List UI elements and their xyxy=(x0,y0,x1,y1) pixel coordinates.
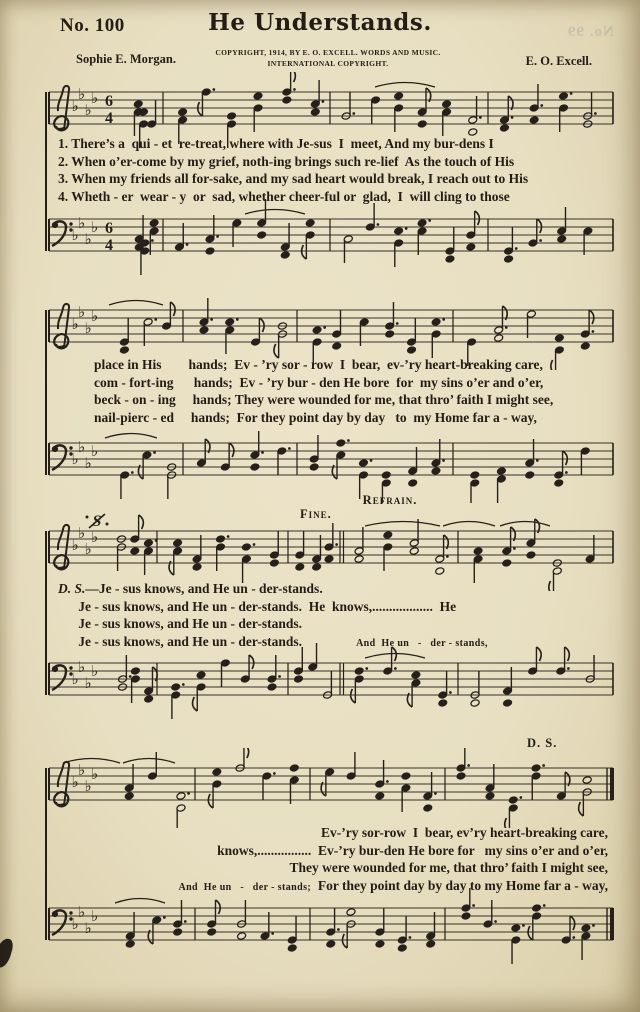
svg-text:♭: ♭ xyxy=(71,915,79,933)
composer-credit: E. O. Excell. xyxy=(525,54,592,68)
slur xyxy=(500,522,550,527)
svg-text:♭: ♭ xyxy=(71,450,79,468)
bleed-through-text: No. 99 xyxy=(567,24,614,40)
svg-text:♭: ♭ xyxy=(90,442,99,460)
key-signature xyxy=(71,303,98,337)
fine-label: Fine. xyxy=(300,507,332,521)
lyric-text: 3. When my friends all for-sake, and my sad heart would break, I reach out to His xyxy=(58,171,529,186)
svg-text:♭: ♭ xyxy=(90,907,99,925)
bass-clef-icon xyxy=(52,665,73,690)
lyric-text: Je - sus knows, and He un - der-stands. xyxy=(58,633,303,649)
music-staff-2-bass xyxy=(45,423,620,503)
key-signature xyxy=(71,85,98,119)
lyric-text: 1. There’s a qui - et re-treat, where with Je-sus I meet, And my bur-dens I xyxy=(58,136,494,151)
slur xyxy=(245,210,305,215)
svg-text:♭: ♭ xyxy=(77,524,86,542)
svg-text:♭: ♭ xyxy=(71,670,79,688)
svg-text:♭: ♭ xyxy=(77,438,86,456)
lyric-text: beck - on - ing hands; They were wounded for me, that thro’ faith I might see, xyxy=(94,392,554,407)
svg-text:♭: ♭ xyxy=(84,454,92,472)
svg-text:♭: ♭ xyxy=(90,662,99,680)
bass-clef-icon xyxy=(52,445,73,470)
time-signature xyxy=(105,93,113,127)
dal-segno-label: D. S. xyxy=(527,736,558,750)
svg-text:♭: ♭ xyxy=(84,230,92,248)
lyric-line xyxy=(94,409,553,427)
ds-lyric-prefix: D. S.— xyxy=(58,581,99,596)
slur xyxy=(63,759,120,764)
lyric-text: com - fort-ing hands; Ev - ’ry bur - den He bore for my sins o’er and o’er, xyxy=(94,374,544,390)
svg-text:♭: ♭ xyxy=(90,89,99,107)
hymn-title: He Understands. xyxy=(208,9,432,36)
svg-text:♭: ♭ xyxy=(77,303,86,321)
svg-text:♭: ♭ xyxy=(84,319,92,337)
refrain-lyrics-block-first xyxy=(58,580,488,652)
ink-speck xyxy=(0,937,15,970)
svg-text:4: 4 xyxy=(105,110,113,127)
lyric-line xyxy=(58,633,488,653)
lyric-line xyxy=(58,170,528,188)
lyric-text: Je - sus knows, and He un - der-stands. xyxy=(98,581,323,596)
music-staff-1-bass xyxy=(45,199,620,279)
lyric-line xyxy=(178,859,608,877)
note-group xyxy=(125,888,595,964)
lyric-text: Je - sus knows, and He un - der-stands. He knows,.................. He xyxy=(58,598,457,614)
music-staff-5-treble xyxy=(45,748,620,828)
time-signature xyxy=(105,220,113,254)
hymn-number: No. 100 xyxy=(60,15,125,36)
lyric-text: For they point day by day to my Home far a - way, xyxy=(311,877,608,893)
svg-text:♭: ♭ xyxy=(71,315,79,333)
svg-text:♭: ♭ xyxy=(90,528,99,546)
svg-text:♭: ♭ xyxy=(90,307,99,325)
small-type-lyric: And He un - der - stands; xyxy=(178,881,312,893)
svg-text:♭: ♭ xyxy=(77,85,86,103)
svg-text:♭: ♭ xyxy=(84,540,92,558)
copyright-line-2: INTERNATIONAL COPYRIGHT. xyxy=(267,59,389,68)
svg-text:♭: ♭ xyxy=(90,765,99,783)
lyric-line xyxy=(178,824,608,842)
svg-text:6: 6 xyxy=(105,93,113,110)
slur xyxy=(105,434,157,439)
slur xyxy=(365,522,440,527)
svg-text:♭: ♭ xyxy=(71,536,79,554)
lyric-line xyxy=(94,356,553,374)
music-staff-3-treble xyxy=(45,511,620,591)
small-type-lyric: And He un - der - stands, xyxy=(356,637,488,649)
bass-clef-icon xyxy=(52,910,73,935)
svg-text:S: S xyxy=(92,513,102,530)
svg-text:♭: ♭ xyxy=(90,218,99,236)
lyric-line xyxy=(178,877,608,897)
refrain-label: Refrain. xyxy=(362,493,418,507)
segno-icon xyxy=(86,513,109,530)
music-staff-6-bass xyxy=(45,888,620,968)
lyric-line xyxy=(58,615,488,633)
verse-lyrics-block xyxy=(58,135,528,205)
svg-text:♭: ♭ xyxy=(77,214,86,232)
slur xyxy=(375,83,435,88)
lyric-line xyxy=(178,842,608,860)
lyricist-credit: Sophie E. Morgan. xyxy=(76,52,177,66)
verse-continuation-lyrics-block xyxy=(94,356,553,426)
bass-clef-icon xyxy=(52,221,73,246)
svg-text:♭: ♭ xyxy=(84,919,92,937)
svg-text:♭: ♭ xyxy=(77,658,86,676)
svg-text:♭: ♭ xyxy=(71,97,79,115)
lyric-line xyxy=(58,135,528,153)
note-group xyxy=(134,199,593,275)
svg-text:♭: ♭ xyxy=(84,777,92,795)
lyric-line xyxy=(58,598,488,616)
lyric-text: 4. Wheth - er wear - y or sad, whether cheer-ful or glad, I will cling to those xyxy=(58,188,510,204)
music-staff-4-bass xyxy=(45,643,620,723)
svg-text:4: 4 xyxy=(105,237,113,254)
lyric-text: nail-pierc - ed hands; For they point day by day to my Home far a - way, xyxy=(94,409,537,425)
slur xyxy=(123,759,175,764)
lyric-text: Je - sus knows, and He un - der-stands. xyxy=(58,616,303,631)
lyric-line xyxy=(58,580,488,598)
lyric-text: place in His hands; Ev - ’ry sor - row I bear, ev-’ry heart-breaking care, xyxy=(94,357,543,372)
copyright-line-1: COPYRIGHT, 1914, BY E. O. EXCELL. WORDS AND MUSIC. xyxy=(215,48,441,57)
svg-text:6: 6 xyxy=(105,220,113,237)
lyric-line xyxy=(58,153,528,171)
lyric-text: Ev-’ry sor-row I bear, ev’ry heart-breaking care, xyxy=(321,825,608,840)
refrain-lyrics-block-second xyxy=(178,824,608,896)
slur xyxy=(115,899,165,904)
svg-text:♭: ♭ xyxy=(71,226,79,244)
slur xyxy=(365,654,425,659)
slur xyxy=(443,522,495,527)
svg-text:♭: ♭ xyxy=(77,903,86,921)
svg-text:♭: ♭ xyxy=(71,773,79,791)
lyric-line xyxy=(58,188,528,206)
lyric-line xyxy=(94,374,553,392)
lyric-text: They were wounded for me, that thro’ faith I might see, xyxy=(289,860,608,875)
svg-text:♭: ♭ xyxy=(84,101,92,119)
svg-text:♭: ♭ xyxy=(77,761,86,779)
svg-text:♭: ♭ xyxy=(84,674,92,692)
lyric-text: knows,................ Ev-’ry bur-den He bore for my sins o’er and o’er, xyxy=(217,842,608,858)
note-group xyxy=(118,643,596,719)
lyric-text: 2. When o’er-come by my grief, noth-ing brings such re-lief As the touch of His xyxy=(58,153,515,169)
lyric-line xyxy=(94,391,553,409)
slur xyxy=(109,301,163,306)
key-signature xyxy=(71,761,98,795)
